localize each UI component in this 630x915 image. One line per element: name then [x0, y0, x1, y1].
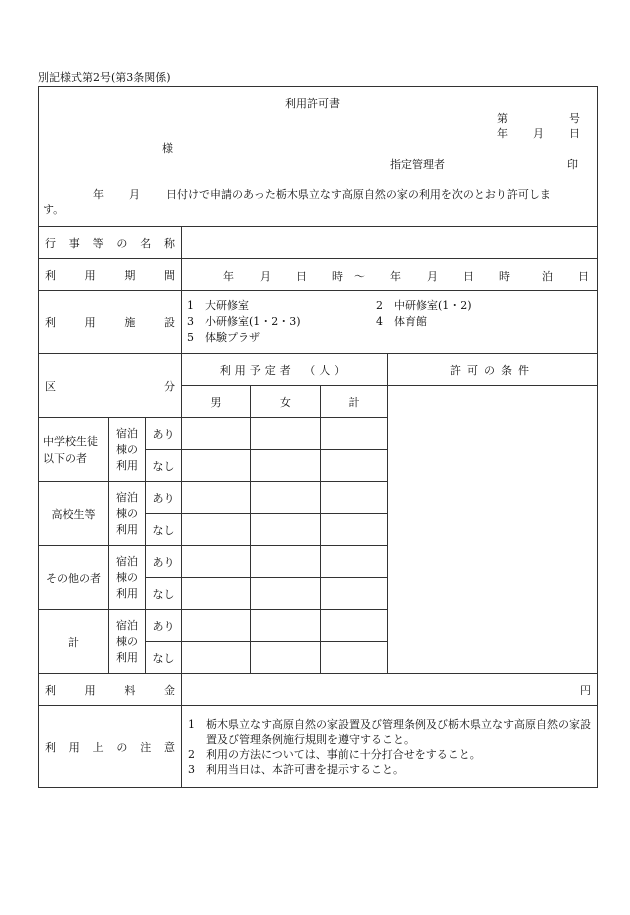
- g1-yes-female[interactable]: [251, 418, 321, 450]
- g4-yes-male[interactable]: [182, 610, 251, 642]
- period-label-cell: [39, 259, 182, 291]
- document-title: 利用許可書: [285, 97, 340, 110]
- fee-label-cell: [39, 674, 182, 706]
- planned-users-label: 利用予定者 （人）: [219, 363, 350, 377]
- g4-no-male[interactable]: [182, 642, 251, 674]
- g2-yes-female[interactable]: [251, 482, 321, 514]
- period-start-hour: 時: [332, 269, 343, 283]
- form-number-label: 別記様式第2号(第3条関係): [38, 71, 171, 84]
- lodging-label: 宿泊棟の利用: [109, 418, 146, 482]
- facility-field: [182, 291, 598, 354]
- facility-item-5[interactable]: 5 体験プラザ: [187, 331, 260, 344]
- facility-item-3[interactable]: 3 小研修室(1・2・3): [187, 315, 301, 328]
- period-label: 利 用 期 間: [45, 268, 175, 282]
- facility-item-1[interactable]: 1 大研修室: [187, 299, 249, 312]
- g3-no-female[interactable]: [251, 578, 321, 610]
- facility-label-cell: [39, 291, 182, 354]
- group-high-school-label: 高校生等: [39, 482, 109, 546]
- period-start-year: 年: [223, 269, 234, 283]
- g1-yes-male[interactable]: [182, 418, 251, 450]
- lodging-yes-label: あり: [146, 482, 182, 514]
- fee-label: 利 用 料 金: [45, 683, 175, 697]
- g2-yes-total[interactable]: [321, 482, 388, 514]
- event-name-label-cell: [39, 227, 182, 259]
- lodging-yes-label: あり: [146, 546, 182, 578]
- period-start-month: 月: [260, 269, 271, 283]
- lodging-no-label: なし: [146, 642, 182, 674]
- period-tilde: ～: [354, 269, 365, 283]
- category-label-ku: 区: [45, 379, 56, 393]
- period-nights: 泊: [542, 269, 553, 283]
- lodging-label: 宿泊棟の利用: [109, 610, 146, 674]
- facility-label: 利 用 施 設: [45, 316, 175, 329]
- permit-statement-end: す。: [43, 203, 65, 216]
- g4-no-female[interactable]: [251, 642, 321, 674]
- notes-label-cell: [39, 706, 182, 788]
- permit-form-table: [38, 86, 598, 788]
- g1-no-female[interactable]: [251, 450, 321, 482]
- permit-year-label: 年: [93, 188, 104, 201]
- facility-item-2[interactable]: 2 中研修室(1・2): [376, 299, 472, 312]
- conditions-field[interactable]: [388, 386, 598, 674]
- conditions-label: 許可の条件: [450, 363, 535, 377]
- g2-no-male[interactable]: [182, 514, 251, 546]
- lodging-label: 宿泊棟の利用: [109, 482, 146, 546]
- category-label-bun: 分: [164, 379, 175, 393]
- g1-yes-total[interactable]: [321, 418, 388, 450]
- g3-yes-total[interactable]: [321, 546, 388, 578]
- facility-item-4[interactable]: 4 体育館: [376, 315, 427, 328]
- period-end-hour: 時: [499, 269, 510, 283]
- issue-month-label: 月: [533, 127, 544, 140]
- number-prefix: 第: [497, 112, 508, 125]
- g2-no-total[interactable]: [321, 514, 388, 546]
- lodging-no-label: なし: [146, 450, 182, 482]
- g1-no-male[interactable]: [182, 450, 251, 482]
- category-label-cell: [39, 354, 182, 418]
- g2-no-female[interactable]: [251, 514, 321, 546]
- designated-manager-label: 指定管理者: [390, 158, 445, 171]
- permit-month-label: 月: [129, 188, 140, 201]
- g3-no-total[interactable]: [321, 578, 388, 610]
- permit-statement: 日付けで申請のあった栃木県立なす高原自然の家の利用を次のとおり許可しま: [166, 188, 551, 201]
- period-field[interactable]: [182, 259, 598, 291]
- permit-header: [39, 87, 597, 226]
- g4-yes-female[interactable]: [251, 610, 321, 642]
- g2-yes-male[interactable]: [182, 482, 251, 514]
- lodging-label: 宿泊棟の利用: [109, 546, 146, 610]
- lodging-no-label: なし: [146, 514, 182, 546]
- fee-field[interactable]: [182, 674, 598, 706]
- group-total-label: 計: [39, 610, 109, 674]
- issue-day-label: 日: [569, 127, 580, 140]
- group-junior-high-label: 中学校生徒以下の者: [39, 418, 109, 482]
- g3-yes-female[interactable]: [251, 546, 321, 578]
- g3-yes-male[interactable]: [182, 546, 251, 578]
- female-header: 女: [251, 386, 321, 418]
- period-end-month: 月: [427, 269, 438, 283]
- lodging-yes-label: あり: [146, 610, 182, 642]
- note-item-3: 3 利用当日は、本許可書を提示すること。: [188, 762, 404, 776]
- conditions-header: [388, 354, 598, 386]
- planned-users-header: [182, 354, 388, 386]
- lodging-no-label: なし: [146, 578, 182, 610]
- event-name-field[interactable]: [182, 227, 598, 259]
- g1-no-total[interactable]: [321, 450, 388, 482]
- period-days: 日: [578, 269, 589, 283]
- notes-field: [182, 706, 598, 788]
- notes-label: 利 用 上 の 注 意: [45, 740, 175, 754]
- note-item-2: 2 利用の方法については、事前に十分打合せをすること。: [188, 747, 481, 761]
- male-header: 男: [182, 386, 251, 418]
- issue-year-label: 年: [497, 127, 508, 140]
- event-name-label: 行 事 等 の 名 称: [45, 236, 175, 250]
- g4-yes-total[interactable]: [321, 610, 388, 642]
- yen-label: 円: [580, 683, 592, 697]
- seal-label: 印: [567, 158, 578, 171]
- period-end-year: 年: [390, 269, 401, 283]
- period-start-day: 日: [296, 269, 307, 283]
- total-header: 計: [321, 386, 388, 418]
- period-end-day: 日: [463, 269, 474, 283]
- group-others-label: その他の者: [39, 546, 109, 610]
- note-item-1: 1 栃木県立なす高原自然の家設置及び管理条例及び栃木県立なす高原自然の家設置及び管理条例施行規則を遵守すること。: [188, 717, 591, 746]
- addressee-sama: 様: [162, 142, 173, 155]
- g3-no-male[interactable]: [182, 578, 251, 610]
- g4-no-total[interactable]: [321, 642, 388, 674]
- lodging-yes-label: あり: [146, 418, 182, 450]
- number-suffix: 号: [569, 112, 580, 125]
